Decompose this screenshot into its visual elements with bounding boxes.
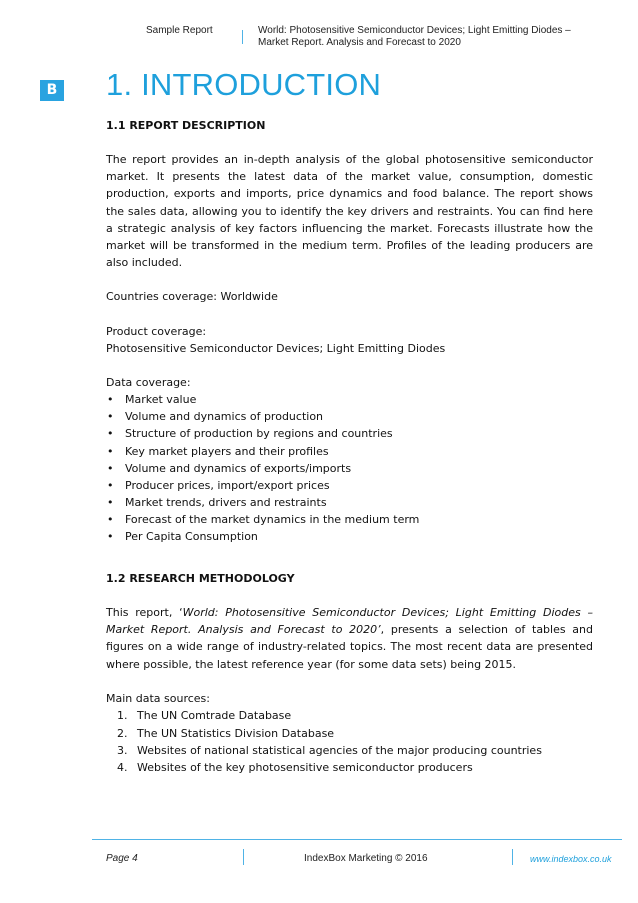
list-item-text: Key market players and their profiles [125,444,329,458]
list-item-text: Forecast of the market dynamics in the medium term [125,512,420,526]
header-report-title: World: Photosensitive Semiconductor Devices; Light Emitting Diodes – Market Report. Analysis and Forecast to 2020 [258,25,571,48]
list-item [117,707,593,724]
list-item-text: Per Capita Consumption [125,529,258,543]
list-item [117,725,593,742]
list-item [117,742,593,759]
section-heading-report-description: 1.1 REPORT DESCRIPTION [106,119,266,132]
spacer [106,134,593,151]
list-item [106,511,593,528]
list-item [106,477,593,494]
list-number: 4. [117,761,128,775]
product-coverage-value: Photosensitive Semiconductor Devices; Light Emitting Diodes [106,341,446,355]
bullet-icon: • [107,410,114,424]
page-content [106,117,593,777]
data-sources-label: Main data sources: [106,691,210,705]
bullet-icon: • [107,461,114,475]
footer-divider [512,849,513,865]
list-item [106,528,593,545]
bullet-icon: • [107,512,114,526]
list-number: 3. [117,743,128,757]
countries-coverage: Countries coverage: Worldwide [106,290,278,304]
list-item-text: Volume and dynamics of exports/imports [125,461,352,475]
spacer [106,545,593,570]
list-item-text: The UN Statistics Division Database [137,726,335,740]
list-item [117,759,593,776]
list-item-text: The UN Comtrade Database [137,709,292,723]
header-divider [242,30,243,44]
list-item [106,391,593,408]
list-number: 2. [117,726,128,740]
list-item-text: Websites of national statistical agencies of the major producing countries [137,743,542,757]
bullet-icon: • [107,393,114,407]
data-coverage-label: Data coverage: [106,376,191,390]
bullet-icon: • [107,529,114,543]
list-number: 1. [117,709,128,723]
footer-rule [92,839,622,840]
list-item-text: Producer prices, import/export prices [125,478,330,492]
data-sources-list [106,707,593,777]
product-coverage-label: Product coverage: [106,324,207,338]
methodology-text-end: , presents a selection of tables and figures on a wide range of industry-related topics. The most recent data are presented where possible, the latest reference year (for some data sets) being 2015. [106,623,593,671]
footer-website-link[interactable]: www.indexbox.co.uk [530,854,612,864]
list-item-text: Websites of the key photosensitive semiconductor producers [137,761,473,775]
chapter-title: 1. INTRODUCTION [106,67,382,102]
spacer [106,673,593,690]
list-item [106,408,593,425]
methodology-paragraph [106,604,593,673]
list-item [106,425,593,442]
list-item [106,494,593,511]
bullet-icon: • [107,478,114,492]
section-heading-research-methodology: 1.2 RESEARCH METHODOLOGY [106,572,295,586]
list-item-text: Structure of production by regions and countries [125,427,393,441]
list-item-text: Volume and dynamics of production [125,410,324,424]
spacer [106,306,593,323]
footer-divider [243,849,244,865]
spacer [106,271,593,288]
footer-page-number: Page 4 [106,853,138,864]
methodology-text-start: This report, ‘ [106,606,183,620]
report-title-italic: World: Photosensitive Semiconductor Devices; Light Emitting Diodes – Market Report. Analysis and Forecast to 2020’ [106,606,594,637]
bullet-icon: • [107,427,114,441]
spacer [106,587,593,604]
list-item-text: Market value [125,393,197,407]
data-coverage-list [106,391,593,545]
list-item [106,460,593,477]
header-report-type: Sample Report [146,25,213,36]
bullet-icon: • [107,495,114,509]
bullet-icon: • [107,444,114,458]
list-item-text: Market trends, drivers and restraints [125,495,327,509]
indexbox-logo-icon: B [40,80,64,101]
report-description-paragraph: The report provides an in-depth analysis of the global photosensitive semiconductor market. It presents the latest data of the market value, consumption, domestic production, exports and imports, price dynamics and food balance. The report shows the sales data, allowing you to identify the key drivers and restraints. You can find here a strategic analysis of key factors influencing the market. Forecasts illustrate how the market will be transformed in the medium term. Profiles of the leading producers are also included. [106,153,593,270]
spacer [106,357,593,374]
list-item [106,443,593,460]
footer-copyright: IndexBox Marketing © 2016 [304,853,428,864]
